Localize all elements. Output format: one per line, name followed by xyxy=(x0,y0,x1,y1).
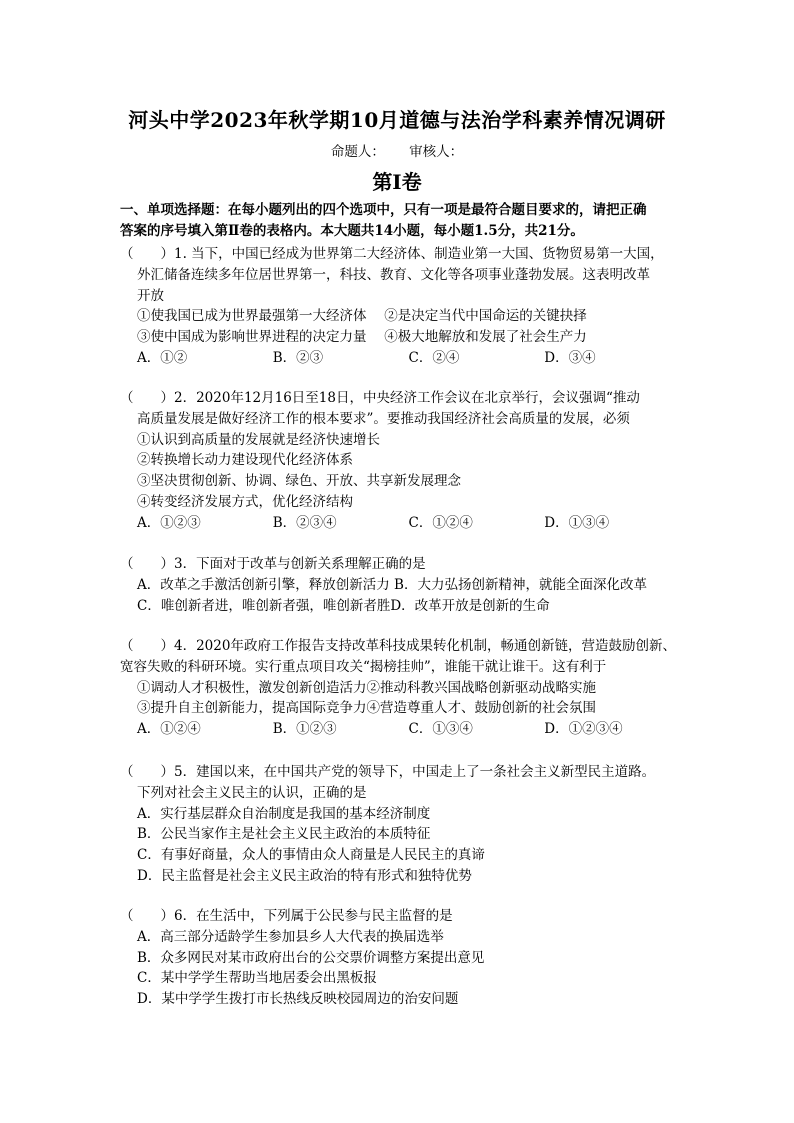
part-one-instructions xyxy=(120,200,680,242)
option-c: C．②④ xyxy=(408,349,460,366)
option-a: A．①②④ xyxy=(137,721,201,738)
option-d: D．③④ xyxy=(544,349,596,366)
question-6 xyxy=(120,906,680,1010)
question-text: （ ）6．在生活中，下列属于公民参与民主监督的是 xyxy=(120,908,453,924)
answer-option: A．实行基层群众自治制度是我国的基本经济制度 xyxy=(137,805,431,822)
instruction-line: 答案的序号填入第Ⅱ卷的表格内。本大题共14小题，每小题1.5分，共21分。 xyxy=(120,223,584,239)
question-text: （ ）4．2020年政府工作报告支持改革科技成果转化机制，畅通创新链，营造鼓励创新、 xyxy=(120,638,676,654)
answer-option: B．公民当家作主是社会主义民主政治的本质特征 xyxy=(137,826,431,843)
statement: ②转换增长动力建设现代化经济体系 xyxy=(137,452,353,469)
answer-option: A．高三部分适龄学生参加县乡人大代表的换届选举 xyxy=(137,928,444,945)
author-label: 命题人： xyxy=(330,144,385,160)
question-text: 高质量发展是做好经济工作的根本要求”。要推动我国经济社会高质量的发展，必须 xyxy=(137,410,630,427)
author-line xyxy=(0,140,794,160)
instruction-line: 一、单项选择题：在每小题列出的四个选项中，只有一项是最符合题目要求的，请把正确 xyxy=(120,202,647,218)
option-a: A．①② xyxy=(137,349,188,366)
option-c: C．①②④ xyxy=(408,514,473,531)
statement: ①使我国已成为世界最强第一大经济体 ②是决定当代中国命运的关键抉择 xyxy=(137,308,587,325)
question-text: 宽容失败的科研环境。实行重点项目攻关“揭榜挂帅”，谁能干就让谁干。这有利于 xyxy=(120,658,607,675)
question-4 xyxy=(120,636,680,740)
answer-option: C．有事好商量，众人的事情由众人商量是人民民主的真谛 xyxy=(137,847,485,864)
question-5 xyxy=(120,762,680,887)
question-1 xyxy=(120,244,680,369)
answer-options xyxy=(120,348,680,369)
statement: ①认识到高质量的发展就是经济快速增长 xyxy=(137,431,380,448)
option-b: B．②③④ xyxy=(272,514,337,531)
option-a: A．①②③ xyxy=(137,514,201,531)
answer-options xyxy=(120,719,680,740)
section-heading: 第Ⅰ卷 xyxy=(372,170,422,194)
question-text: （ ）5．建国以来，在中国共产党的领导下，中国走上了一条社会主义新型民主道路。 xyxy=(120,764,656,780)
statement: ③坚决贯彻创新、协调、绿色、开放、共享新发展理念 xyxy=(137,473,461,490)
statement: ④转变经济发展方式，优化经济结构 xyxy=(137,493,353,510)
option-b: B．①②③ xyxy=(272,721,337,738)
option-b: B．②③ xyxy=(272,349,324,366)
answer-option: B．众多网民对某市政府出台的公交票价调整方案提出意见 xyxy=(137,949,485,966)
answer-option: D．某中学学生拨打市长热线反映校园周边的治安问题 xyxy=(137,991,459,1008)
question-text: （ ）2．2020年12月16日至18日，中央经济工作会议在北京举行，会议强调“推动 xyxy=(120,390,640,406)
statement: ①调动人才积极性，激发创新创造活力②推动科教兴国战略创新驱动战略实施 xyxy=(137,679,596,696)
question-text: 下列对社会主义民主的认识，正确的是 xyxy=(137,784,367,801)
reviewer-label: 审核人： xyxy=(409,144,464,160)
question-text: （ ）3．下面对于改革与创新关系理解正确的是 xyxy=(120,556,426,572)
question-text: 外汇储备连续多年位居世界第一，科技、教育、文化等各项事业蓬勃发展。这表明改革 xyxy=(137,266,650,283)
question-text: （ ）1. 当下，中国已经成为世界第二大经济体、制造业第一大国、货物贸易第一大国， xyxy=(120,246,664,262)
statement: ③提升自主创新能力，提高国际竞争力④营造尊重人才、鼓励创新的社会氛围 xyxy=(137,700,596,717)
answer-options xyxy=(120,513,680,534)
question-3 xyxy=(120,554,680,616)
exam-title: 河头中学2023年秋学期10月道德与法治学科素养情况调研 xyxy=(128,108,666,132)
answer-option-pair: C．唯创新者进，唯创新者强，唯创新者胜D．改革开放是创新的生命 xyxy=(137,597,550,614)
answer-option: D．民主监督是社会主义民主政治的特有形式和独特优势 xyxy=(137,867,472,884)
statement: ③使中国成为影响世界进程的决定力量 ④极大地解放和发展了社会生产力 xyxy=(137,329,587,346)
option-d: D．①②③④ xyxy=(544,721,623,738)
option-c: C．①③④ xyxy=(408,721,473,738)
question-text: 开放 xyxy=(137,287,164,304)
answer-option: C．某中学学生帮助当地居委会出黑板报 xyxy=(137,970,377,987)
answer-option-pair: A．改革之手激活创新引擎，释放创新活力 B．大力弘扬创新精神，就能全面深化改革 xyxy=(137,576,647,593)
question-2 xyxy=(120,388,680,534)
option-d: D．①③④ xyxy=(544,514,610,531)
